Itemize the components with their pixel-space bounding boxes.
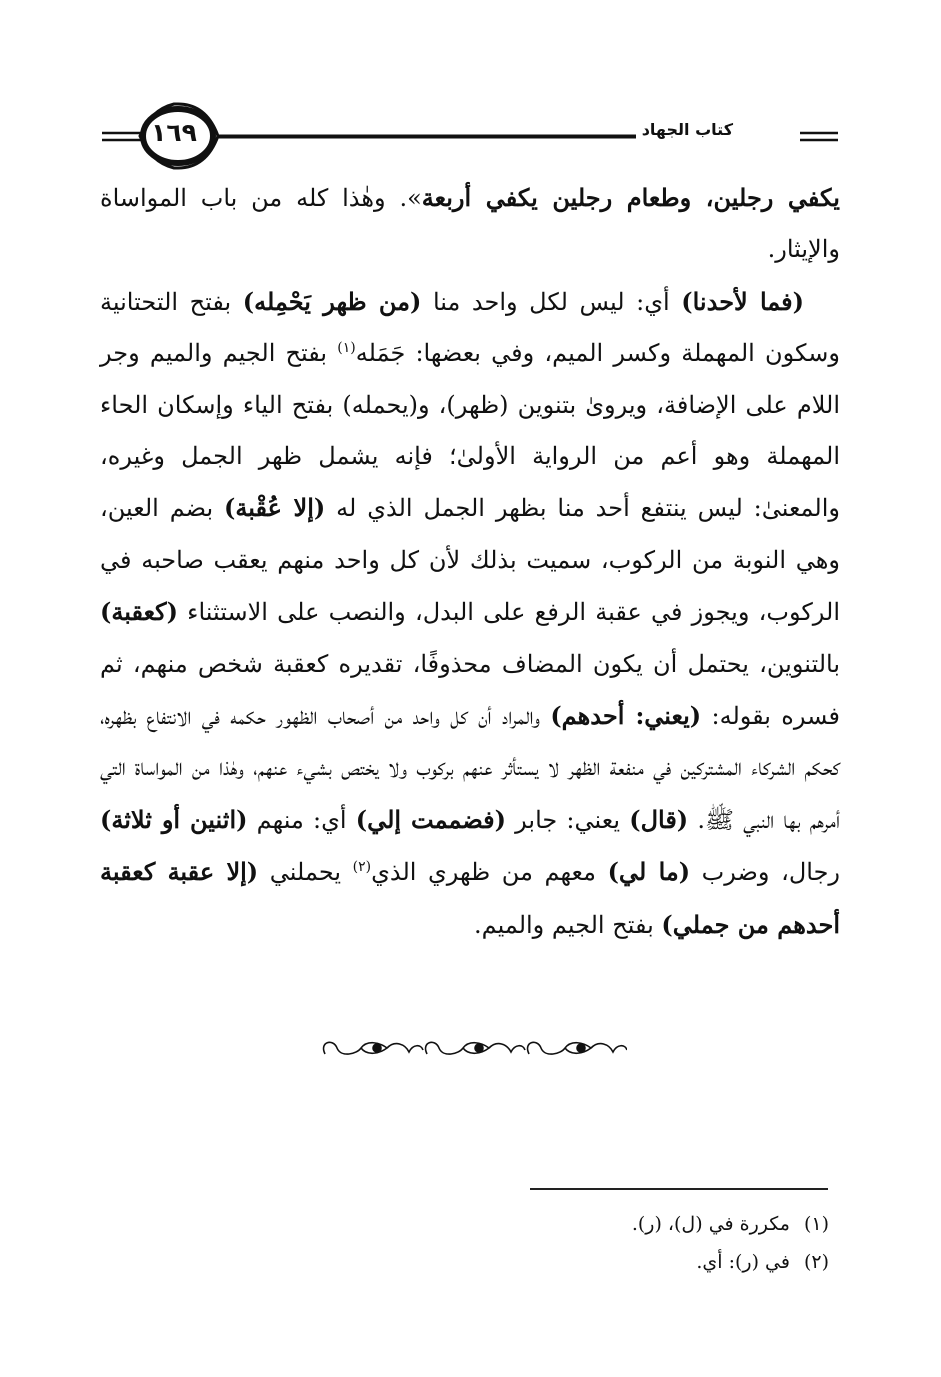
text-run: بضم العين، وهي النوبة من الركوب، سميت بذلك لأن كل واحد منهم يعقب صاحبه في الركوب، ويجوز في عقبة الرفع على البدل، والنصب على الاستثناء [100,494,840,627]
bold-phrase: (إلا عقبة كعقبة أحدهم من جملي) [100,857,840,939]
footnote-ref: (١) [337,340,356,357]
paragraph-1 [100,172,840,276]
text-run: أي: منهم [247,805,356,834]
footnote-text: مكررة في (ل)، (ر). [631,1213,790,1235]
bold-phrase: (يعني: أحدهم) [550,701,702,731]
bold-phrase: (اثنين أو ثلاثة) [100,804,248,834]
main-text [100,172,840,951]
footnote-number: (٢) [803,1251,829,1273]
footnote-ref: (٢) [352,859,372,876]
bold-phrase: (إلا عُقْبة) [224,493,326,523]
page-number: ١٦٩ [151,118,197,147]
text-run: أي: ليس لكل واحد منا [421,287,682,316]
bold-phrase: (من ظهر يَحْمِله) [242,286,422,316]
text-run: رجال، وضرب [690,858,840,887]
bold-phrase: (فما لأحدنا) [681,286,805,316]
bold-phrase: (ما لي) [607,857,691,887]
text-run: معهم من ظهري الذي [371,858,608,887]
bold-phrase: (فضممت إلي) [355,804,506,834]
text-run: يعني: جابر [505,805,630,834]
footnote-2 [509,1243,829,1281]
footnote-number: (١) [803,1213,829,1235]
footnotes [509,1205,829,1281]
paragraph-2 [100,276,840,951]
text-run: ». وهٰذا كله من باب المواساة والإيثار. [100,184,840,264]
text-run: بفتح التحتانية وسكون المهملة وكسر الميم، وفي بعضها: جَمَله [100,287,840,368]
bold-phrase: يكفي رجلين، وطعام رجلين يكفي أربعة [421,183,840,212]
footnote-1 [509,1205,829,1243]
running-title: كتاب الجهاد [636,119,739,141]
footnote-separator [530,1188,828,1190]
section-divider-ornament [317,1032,627,1068]
bold-phrase: (كعقبة) [100,597,178,627]
text-run: بفتح الجيم والميم وجر اللام على الإضافة، ويروىٰ بتنوين (ظهر)، و(يحمله) بفتح الياء وإسكان الحاء المهملة وهو أعم من الرواية الأولىٰ؛ فإنه يشمل ظهر الجمل وغيره، والمعنىٰ: ليس ينتفع أحد منا بظهر الجمل الذي له [100,339,840,523]
bold-phrase: (قال) [629,804,689,834]
text-run: بالتنوين، يحتمل أن يكون المضاف محذوفًا، تقديره كعقبة شخص منهم، ثم فسره بقوله: [100,649,840,731]
text-run: يحملني [258,858,353,887]
footnote-text: في (ر): أي. [696,1251,790,1273]
text-run: بفتح الجيم والميم. [473,910,662,939]
page-header [0,0,941,175]
text-run: والمراد أن كل واحد من أصحاب الظهور حكمه في الانتفاع بظهره، كحكم الشركاء المشتركين في منفعة الظهر لا يستأثر عنهم بركوب ولا يختص بشيء عنهم، وهٰذا من المواساة التي أمرهم بها النبي ﷺ. [100,702,841,834]
